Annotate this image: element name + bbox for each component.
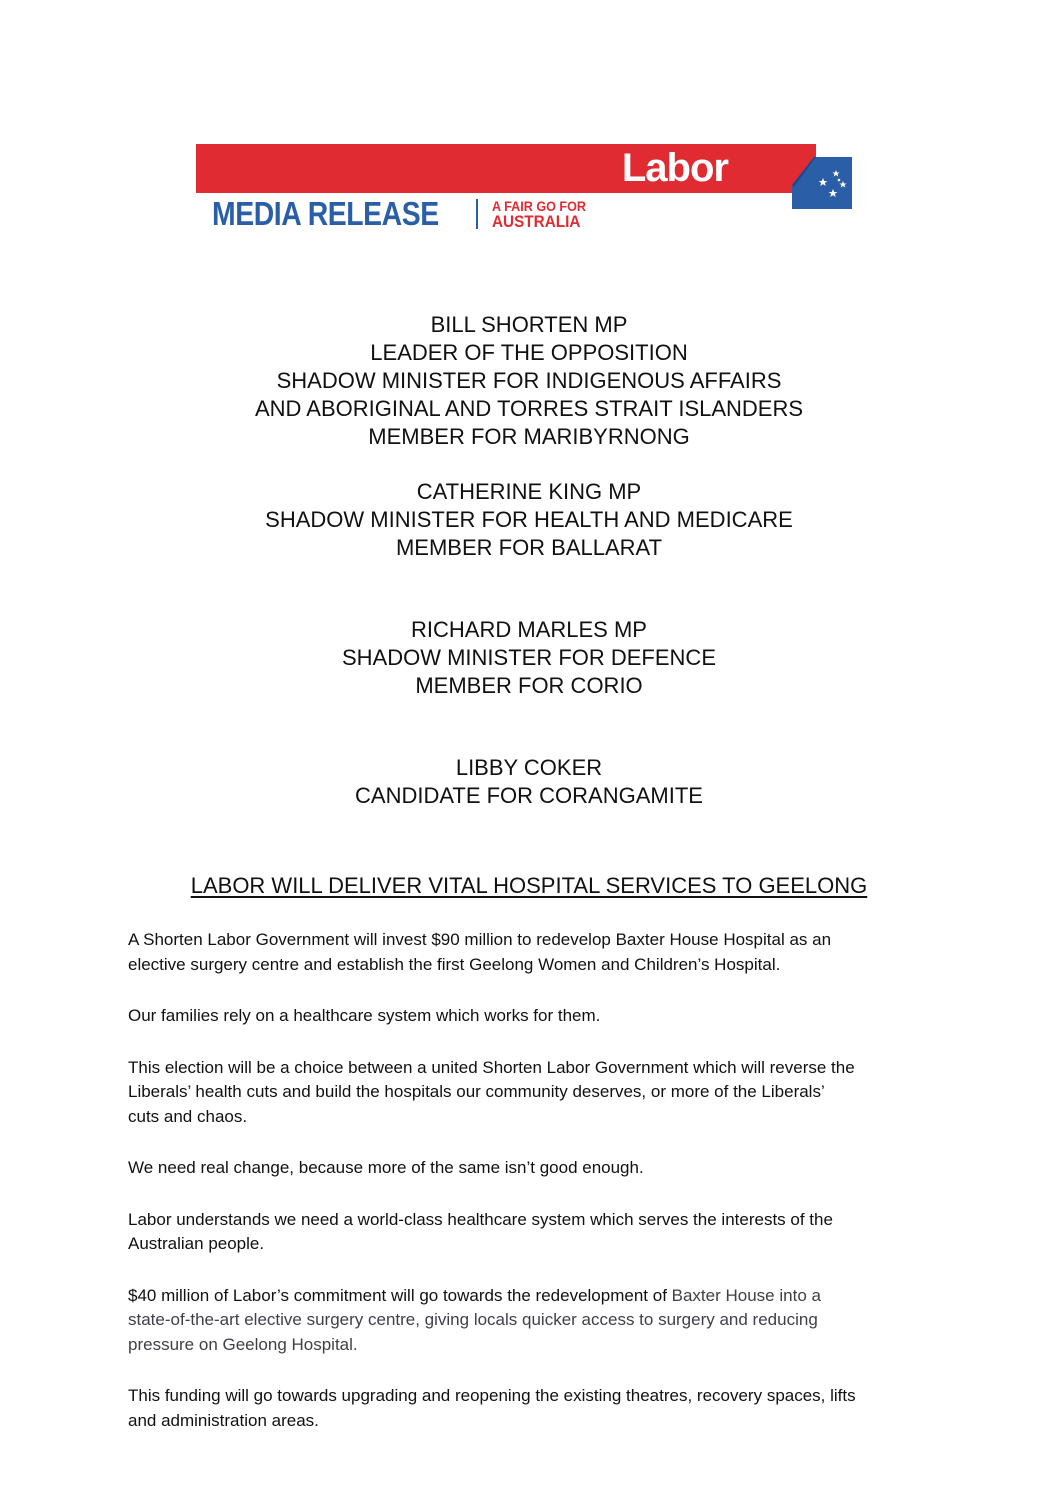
southern-cross-flag-icon <box>792 157 852 209</box>
tagline-line-2: AUSTRALIA <box>492 212 581 231</box>
speaker-line: MEMBER FOR MARIBYRNONG <box>368 424 690 449</box>
body-text-highlight: Baxter House into a <box>671 1285 821 1305</box>
speaker-group-king <box>0 478 1058 562</box>
body-line: Our families rely on a healthcare system which works for them. <box>128 1006 601 1025</box>
speaker-line: SHADOW MINISTER FOR INDIGENOUS AFFAIRS <box>276 368 782 393</box>
speaker-group-coker <box>0 754 1058 810</box>
body-paragraph <box>128 928 948 977</box>
body-line: state-of-the-art elective surgery centre, giving locals quicker access to surgery and reducing <box>128 1310 818 1329</box>
banner-bottom-row <box>212 196 596 232</box>
body-text: $40 million of Labor’s commitment will go towards the redevelopment of <box>128 1285 672 1305</box>
body-line: and administration areas. <box>128 1410 319 1430</box>
body-line: This funding will go towards upgrading and reopening the existing theatres, recovery spaces, lifts <box>128 1386 856 1405</box>
body-paragraph <box>128 1284 948 1358</box>
body-line: A Shorten Labor Government will invest $90 million to redevelop Baxter House Hospital as an <box>128 930 832 949</box>
body-line: We need real change, because more of the same isn’t good enough. <box>128 1158 644 1177</box>
body-line: cuts and chaos. <box>128 1106 248 1126</box>
body-line: elective surgery centre and establish the first Geelong Women and Children’s Hospital. <box>128 954 781 974</box>
speaker-line: AND ABORIGINAL AND TORRES STRAIT ISLANDERS <box>254 396 804 421</box>
speaker-group-marles <box>0 616 1058 700</box>
body-paragraph <box>128 1208 948 1257</box>
body-line: This election will be a choice between a united Shorten Labor Government which will reverse the <box>128 1057 855 1077</box>
release-headline: LABOR WILL DELIVER VITAL HOSPITAL SERVICES TO GEELONG <box>190 873 868 898</box>
speaker-line: BILL SHORTEN MP <box>430 312 628 337</box>
tagline <box>492 199 586 229</box>
media-release-title: MEDIA RELEASE <box>212 195 439 232</box>
banner-red-strip <box>196 144 816 193</box>
body-paragraph <box>128 1384 948 1433</box>
speaker-line: MEMBER FOR BALLARAT <box>395 535 663 560</box>
release-body <box>128 928 948 1460</box>
media-release-banner <box>196 144 852 232</box>
labor-logo-text: Labor <box>621 146 728 190</box>
speaker-line: RICHARD MARLES MP <box>411 617 647 642</box>
tagline-line-1: A FAIR GO FOR <box>492 198 587 214</box>
body-paragraph <box>128 1056 948 1130</box>
speaker-line: CANDIDATE FOR CORANGAMITE <box>355 783 703 808</box>
speaker-line: LIBBY COKER <box>455 755 603 780</box>
body-paragraph <box>128 1156 948 1181</box>
speaker-line: MEMBER FOR CORIO <box>415 673 643 698</box>
body-paragraph <box>128 1004 948 1029</box>
speaker-line: SHADOW MINISTER FOR HEALTH AND MEDICARE <box>265 507 793 532</box>
speaker-group-shorten <box>0 311 1058 451</box>
body-line: pressure on Geelong Hospital. <box>128 1334 358 1354</box>
body-line: Liberals’ health cuts and build the hospitals our community deserves, or more of the Liberals’ <box>128 1082 825 1101</box>
speaker-line: SHADOW MINISTER FOR DEFENCE <box>341 645 716 670</box>
speakers-block <box>0 311 1058 810</box>
body-line: Labor understands we need a world-class healthcare system which serves the interests of the <box>128 1209 833 1229</box>
speaker-line: LEADER OF THE OPPOSITION <box>370 340 688 365</box>
speaker-line: CATHERINE KING MP <box>416 479 642 504</box>
body-line: Australian people. <box>128 1234 265 1253</box>
banner-divider <box>476 199 478 229</box>
body-line <box>128 1284 948 1309</box>
